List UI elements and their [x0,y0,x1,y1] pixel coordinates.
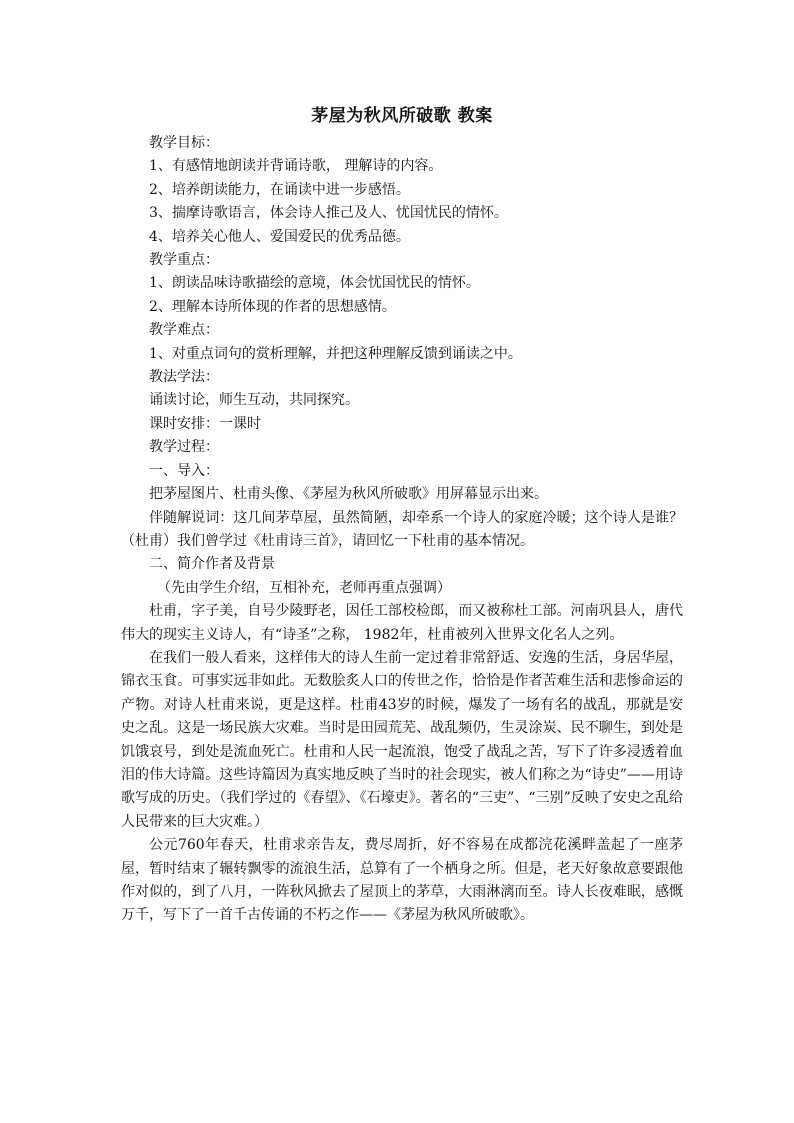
objective-item: 4、培养关心他人、爱国爱民的优秀品德。 [149,228,410,245]
objectives-heading: 教学目标： [149,135,219,151]
dufu-intro-paragraph: 杜甫，字子美，自号少陵野老，因任工部校检郎，而又被称杜工部。河南巩县人，唐代伟大的现实主义诗人，有“诗圣”之称， 1982年，杜甫被列入世界文化名人之列。 [121,603,683,643]
key-point-item: 1、朗读品味诗歌描绘的意境，体会忧国忧民的情怀。 [149,275,480,292]
section2-heading: 二、简介作者及背景 [149,556,275,573]
methods-heading: 教法学法： [149,369,219,386]
schedule-text: 课时安排：一课时 [149,415,261,432]
section1-paragraph: 伴随解说词：这几间茅草屋，虽然简陋，却牵系一个诗人的家庭冷暖；这个诗人是谁？（杜甫）我们曾学过《杜甫诗三首》，请回忆一下杜甫的基本情况。 [121,509,683,549]
dufu-life-paragraph: 在我们一般人看来，这样伟大的诗人生前一定过着非常舒适、安逸的生活，身居华屋，锦衣玉食。可事实远非如此。无数脍炙人口的传世之作，恰恰是作者苦难生活和悲惨命运的产物。对诗人杜甫来说，更是这样。杜甫43岁的时候，爆发了一场有名的战乱，那就是安史之乱。这是一场民族大灾难。当时是田园荒芜、战乱频仍，生灵涂炭、民不聊生，到处是饥饿哀号，到处是流血死亡。杜甫和人民一起流浪，饱受了战乱之苦，写下了许多浸透着血泪的伟大诗篇。这些诗篇因为真实地反映了当时的社会现实，被人们称之为“诗史”——用诗歌写成的历史。（我们学过的《春望》、《石壕吏》。著名的“三吏”、“三别”反映了安史之乱给人民带来的巨大灾难。） [121,649,683,830]
difficulties-heading: 教学难点： [149,322,219,339]
document-title: 茅屋为秋风所破歌 教案 [311,106,493,126]
key-point-item: 2、理解本诗所体现的作者的思想感情。 [149,298,396,315]
process-heading: 教学过程： [149,439,219,456]
section1-heading: 一、导入： [149,462,219,479]
methods-text: 诵读讨论，师生互动，共同探究。 [149,392,359,409]
key-points-heading: 教学重点： [149,252,219,269]
cottage-background-paragraph: 公元760年春天，杜甫求亲告友，费尽周折，好不容易在成都浣花溪畔盖起了一座茅屋，暂时结束了辗转飘零的流浪生活，总算有了一个栖身之所。但是，老天好象故意要跟他作对似的，到了八月，一阵秋风掀去了屋顶上的茅草，大雨淋漓而至。诗人长夜难眠，感慨万千，写下了一首千古传诵的不朽之作——《茅屋为秋风所破歌》。 [121,837,683,924]
section1-line: 把茅屋图片、杜甫头像、《茅屋为秋风所破歌》用屏幕显示出来。 [149,486,548,503]
objective-item: 3、揣摩诗歌语言，体会诗人推己及人、忧国忧民的情怀。 [149,205,508,222]
objective-item: 2、培养朗读能力，在诵读中进一步感悟。 [149,181,410,198]
difficulty-item: 1、对重点词句的赏析理解，并把这种理解反馈到诵读之中。 [149,345,522,362]
objective-item: 1、有感情地朗读并背诵诗歌， 理解诗的内容。 [149,158,443,175]
document-page [121,104,683,928]
section2-note: （先由学生介绍，互相补充，老师再重点强调） [157,579,451,596]
